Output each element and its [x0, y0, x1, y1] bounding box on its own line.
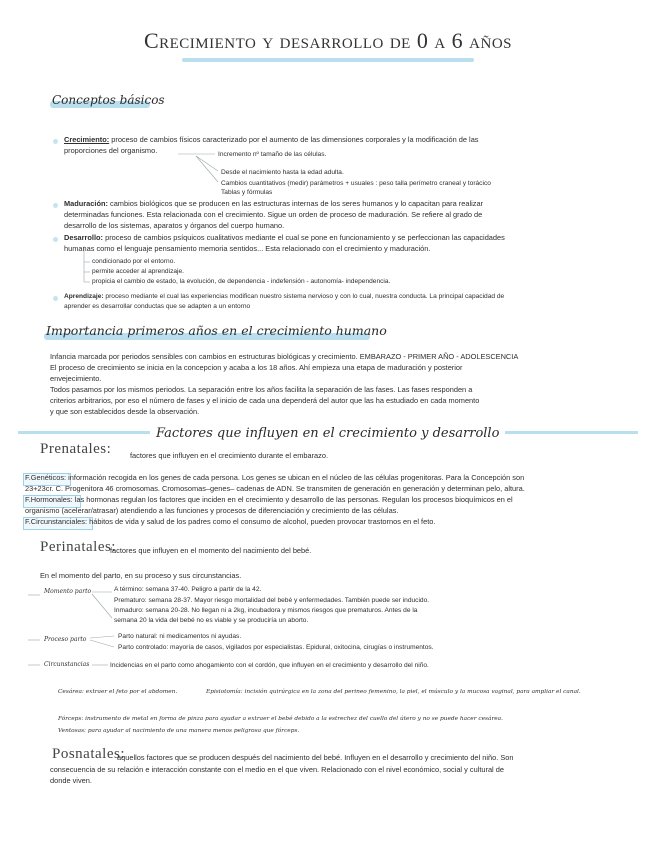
page-title: Crecimiento y desarrollo de 0 a 6 años [143, 28, 513, 53]
importancia-text: El proceso de crecimiento se inicia en la concepcion y acaba a los 18 años. Ahí empieza una etapa de maduración y posterior [50, 363, 463, 372]
desarrollo-paragraph [64, 233, 505, 244]
bullet-icon [53, 139, 58, 144]
crecimiento-def: proceso de cambios físicos caracterizado por el aumento de las dimensiones corporales y la modificación de las [111, 135, 479, 144]
desarrollo-def: proceso de cambios psíquicos cualitativos mediante el cual se pone en funcionamiento y se perfeccionan las capacidades [105, 233, 505, 242]
proceso-item: Parto controlado: mayoría de casos, vigilados por especialistas. Epidural, oxitocina, cirugías o instrumentos. [118, 644, 434, 651]
proceso-item: Parto natural: ni medicamentos ni ayudas. [118, 633, 242, 640]
importancia-text: envejecimiento. [50, 374, 102, 383]
geneticos-def: información recogida en los genes de cada persona. Los genes se ubican en el núcleo de las células progenitoras. Para la Concepción son [68, 473, 525, 482]
aprendizaje-paragraph [64, 292, 504, 303]
hormonales-def: las hormonas regulan los factores que inciden en el crecimiento y desarrollo de las personas. Regulan los procesos bioquímicos en el [74, 495, 513, 504]
momento-item: Prematuro: semana 28-37. Mayor riesgo mortalidad del bebé y enfermedades. También puede ser inducido. [114, 597, 430, 604]
perinatales-label: Perinatales: [40, 539, 116, 555]
posnatales-def-2: consecuencia de su relación e interacción constante con el medio en el que viven. Relacionado con el nivel económico, social y cultural de [50, 765, 504, 774]
desarrollo-note: condicionado por el entorno. [92, 258, 176, 265]
desarrollo-term: Desarrollo: [64, 233, 104, 242]
circunstanciales-def: hábitos de vida y salud de los padres como el consumo de alcohol, pueden provocar trastornos en el feto. [89, 517, 436, 526]
aprendizaje-def: proceso mediante el cual las experiencias modifican nuestro sistema nervioso y con lo cual, nuestra conducta. La principal capacidad de [105, 293, 505, 300]
maduracion-paragraph [64, 199, 483, 210]
posnatales-label: Posnatales: [52, 746, 125, 762]
desarrollo-note: propicia el cambio de estado, la evolución, de dependencia - indefensión - autonomía- independencia. [92, 278, 391, 285]
circunstanciales-paragraph [25, 517, 435, 528]
posnatales-def: aquellos factores que se producen después del nacimiento del bebé. Influyen en el desarrollo y crecimiento del niño. Son [117, 753, 514, 762]
circunstancias-text: Incidencias en el parto como ahogamiento con el cordón, que influyen en el crecimiento y desarrollo del niño. [110, 662, 429, 669]
note-cesarea: Cesárea: extraer el feto por el abdomen. [58, 689, 178, 695]
prenatales-desc: factores que influyen en el crecimiento durante el embarazo. [130, 451, 329, 460]
circunstanciales-term: F.Circunstanciales: [25, 517, 88, 526]
geneticos-paragraph [25, 473, 524, 484]
hormonales-term: F.Hormonales: [25, 495, 73, 504]
importancia-text: criterios arbitrarios, por eso el número de fases y el inicio de cada una dependerá del autor que las ha estudiado en cada momento [50, 396, 480, 405]
maduracion-def-2: determinadas funciones. Esta relacionada con el crecimiento. Sigue un orden de proceso de maduración. Se refiere al grado de [64, 210, 483, 219]
note-forceps: Fórceps: instrumento de metal en forma de pinza para ayudar a extraer el bebé debido a la estrechez del cuello del útero y no se puede hacer cesárea. [58, 716, 503, 722]
geneticos-term: F.Genéticos: [25, 473, 67, 482]
prenatales-label: Prenatales: [40, 441, 112, 457]
desarrollo-note: permite acceder al aprendizaje. [92, 268, 184, 275]
factores-heading: Factores que influyen en el crecimiento y desarrollo [150, 426, 505, 441]
momento-item: Inmaduro: semana 20-28. No llegan ni a 2kg, incubadora y mismos riesgos que prematuros. Antes de la [114, 607, 418, 614]
desarrollo-def-2: humanas como el lenguaje pensamiento memoria sentidos... Esta relacionado con el crecimiento y maduración. [64, 244, 431, 253]
momento-item: semana 20 la vida del bebé no es viable y se produciría un aborto. [114, 617, 309, 624]
note-episiotomia: Episiotomía: incisión quirúrgica en la zona del perineo femenino, la piel, el músculo y la mucosa vaginal, para ampliar el canal. [206, 689, 581, 695]
bullet-icon [53, 203, 58, 208]
crecimiento-def-2: proporciones del organismo. [64, 146, 158, 155]
crecimiento-note: Desde el nacimiento hasta la edad adulta. [221, 169, 344, 176]
importancia-text: Todos pasamos por los mismos periodos. La separación entre los años facilita la separación de las fases. Las fases responden a [50, 385, 473, 394]
perinatales-intro: En el momento del parto, en su proceso y sus circunstancias. [40, 571, 242, 580]
aprendizaje-term: Aprendizaje: [64, 293, 104, 300]
circunstancias-label: Circunstancias [44, 661, 90, 668]
maduracion-term: Maduración: [64, 199, 108, 208]
geneticos-def-2: 23+23cr. C. Progenitora 46 cromosomas. Cromosomas–genes– cadenas de ADN. Se transmiten de generación en generación y determinan pelo, altura. [25, 484, 525, 493]
importancia-text: Infancia marcada por periodos sensibles con cambios en estructuras biológicas y crecimiento. EMBARAZO - PRIMER AÑO - ADOLESCENCIA [50, 352, 519, 361]
crecimiento-term: Crecimiento: [64, 135, 110, 144]
aprendizaje-def-2: aprender es desarrollar conductas que se adapten a un entorno [64, 303, 251, 310]
crecimiento-note: Cambios cuantitativos (medir) parámetros + usuales : peso talla perímetro craneal y torácico [221, 180, 491, 187]
crecimiento-note: Incremento nº tamaño de las células. [218, 151, 327, 158]
proceso-label: Proceso parto [44, 636, 87, 643]
momento-label: Momento parto [44, 588, 92, 595]
hormonales-paragraph [25, 495, 513, 506]
maduracion-def: cambios biológicos que se producen en las estructuras internas de los seres humanos y lo capacitan para realizar [110, 199, 484, 208]
perinatales-desc: factores que influyen en el momento del nacimiento del bebé. [110, 546, 312, 555]
importancia-heading: Importancia primeros años en el crecimiento humano [46, 323, 387, 338]
maduracion-def-3: desarrollo de los sistemas, aparatos y órganos del cuerpo humano. [64, 221, 285, 230]
bullet-icon [53, 237, 58, 242]
conceptos-heading: Conceptos básicos [52, 93, 165, 107]
bullet-icon [53, 296, 58, 301]
crecimiento-paragraph [64, 135, 479, 146]
note-ventosas: Ventosas: para ayudar al nacimiento de una manera menos peligrosa que fórceps. [58, 728, 300, 734]
importancia-text: y que son establecidos desde la observación. [50, 407, 200, 416]
title-underline [182, 58, 474, 62]
crecimiento-note: Tablas y fórmulas [221, 189, 273, 196]
posnatales-def-3: donde viven. [50, 776, 92, 785]
momento-item: A término: semana 37-40. Peligro a partir de la 42. [114, 586, 262, 593]
hormonales-def-2: organismo (acelerar/atrasar) atendiendo a las funciones y procesos de diferenciación y crecimiento de las células. [25, 506, 399, 515]
